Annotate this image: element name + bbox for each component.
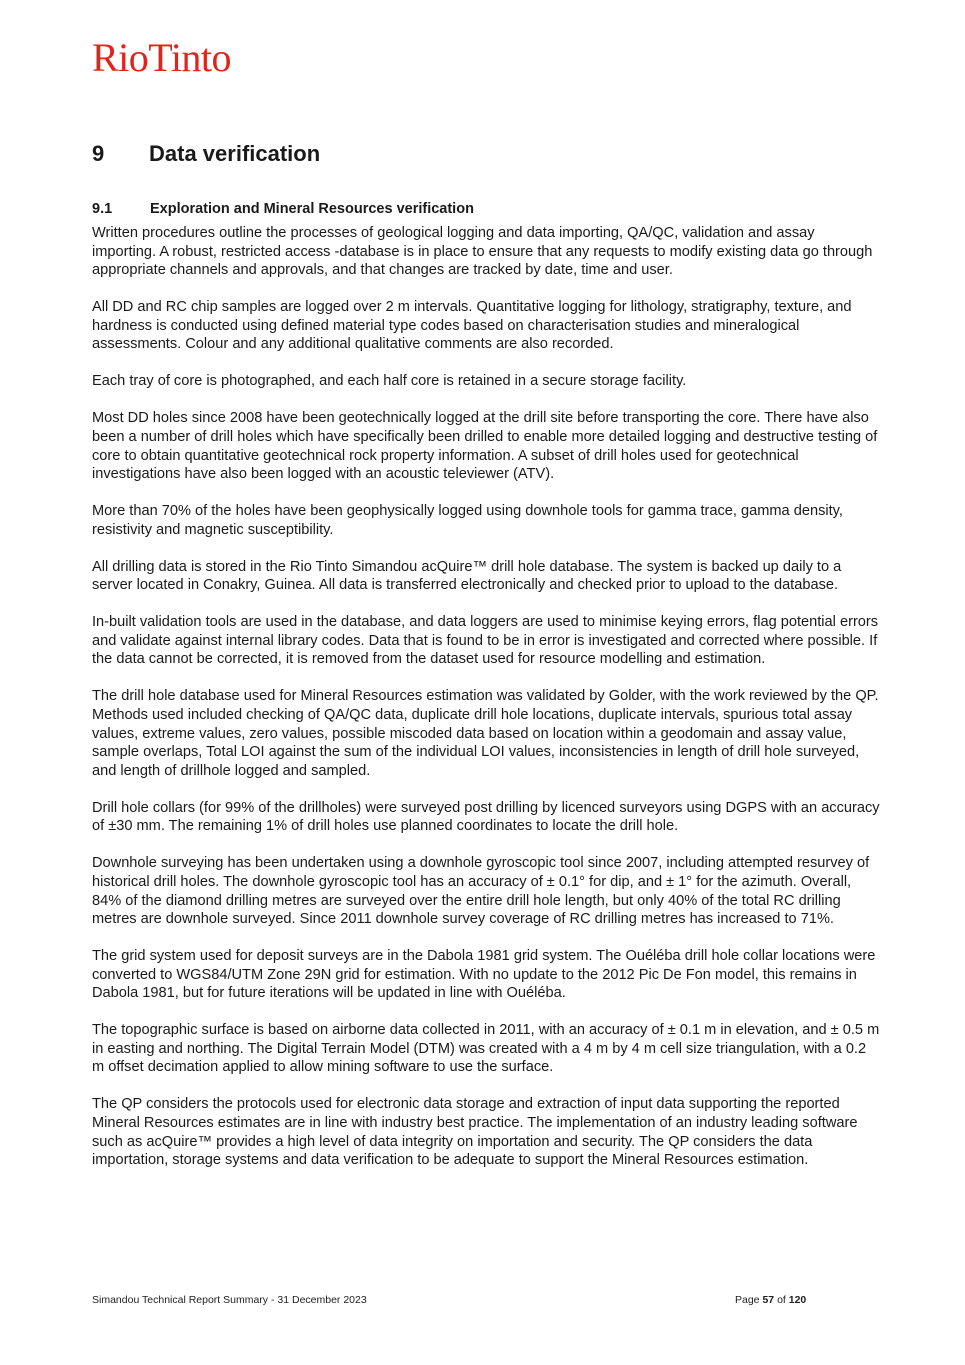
paragraph: Each tray of core is photographed, and each half core is retained in a secure storage facility. (92, 373, 687, 390)
chapter-number: 9 (92, 141, 105, 166)
paragraph: All DD and RC chip samples are logged over 2 m intervals. Quantitative logging for lithology, stratigraphy, texture, and hardness is conducted using defined material type codes based on characterisation studies and mineralogical assessments. Colour and any additional qualitative comments are also recorded. (92, 299, 852, 353)
section-number: 9.1 (92, 201, 113, 217)
of-label: of (777, 1294, 786, 1306)
paragraph: In-built validation tools are used in the database, and data loggers are used to minimise keying errors, flag potential errors and validate against internal library codes. Data that is found to be in error is investigated and corrected where possible. If the data cannot be corrected, it is removed from the dataset used for resource modelling and estimation. (92, 614, 879, 668)
chapter-heading (92, 141, 320, 167)
paragraph: The grid system used for deposit surveys are in the Dabola 1981 grid system. The Ouéléba drill hole collar locations were converted to WGS84/UTM Zone 29N grid for estimation. With no update to the 2012 Pic De Fon model, this remains in Dabola 1981, but for future iterations will be updated in line with Ouéléba. (92, 948, 876, 1002)
paragraph: More than 70% of the holes have been geophysically logged using downhole tools for gamma trace, gamma density, resistivity and magnetic susceptibility. (92, 503, 843, 538)
paragraph: The QP considers the protocols used for electronic data storage and extraction of input data supporting the reported Mineral Resources estimates are in line with industry best practice. The implementation of an industry leading software such as acQuire™ provides a high level of data integrity on importation and security. The QP considers the data importation, storage systems and data verification to be adequate to support the Mineral Resources estimation. (92, 1096, 858, 1169)
paragraph: The drill hole database used for Mineral Resources estimation was validated by Golder, with the work reviewed by the QP. Methods used included checking of QA/QC data, duplicate drill hole locations, duplicate intervals, spurious total assay values, extreme values, zero values, possible miscoded data based on location within a geodomain and assay value, sample overlaps, Total LOI against the sum of the individual LOI values, inconsistencies in length of drill hole surveyed, and length of drillhole logged and sampled. (92, 688, 879, 779)
footer-document-title: Simandou Technical Report Summary - 31 December 2023 (92, 1294, 367, 1306)
current-page: 57 (762, 1294, 775, 1306)
total-pages: 120 (788, 1294, 807, 1306)
rio-tinto-logo: RioTinto (92, 35, 232, 80)
page-label: Page (735, 1294, 760, 1306)
footer-page-number (735, 1294, 806, 1306)
paragraph: Most DD holes since 2008 have been geotechnically logged at the drill site before transporting the core. There have also been a number of drill holes which have specifically been drilled to enable more detailed logging and destructive testing of core to obtain quantitative geotechnical rock property information. A subset of drill holes used for geotechnical investigations have also been logged with an acoustic televiewer (ATV). (92, 410, 878, 483)
paragraph: Drill hole collars (for 99% of the drillholes) were surveyed post drilling by licenced surveyors using DGPS with an accuracy of ±30 mm. The remaining 1% of drill holes use planned coordinates to locate the drill hole. (92, 799, 880, 835)
paragraph: Downhole surveying has been undertaken using a downhole gyroscopic tool since 2007, including attempted resurvey of historical drill holes. The downhole gyroscopic tool has an accuracy of ± 0.1° for dip, and ± 1° for the azimuth. Overall, 84% of the diamond drilling metres are surveyed over the entire drill hole length, but only 40% of the total RC drilling metres are downhole surveyed. Since 2011 downhole survey coverage of RC drilling metres has increased to 71%. (92, 855, 870, 928)
section-title: Exploration and Mineral Resources verification (150, 201, 474, 217)
body-text (92, 224, 882, 1188)
paragraph: The topographic surface is based on airborne data collected in 2011, with an accuracy of ± 0.1 m in elevation, and ± 0.5 m in easting and northing. The Digital Terrain Model (DTM) was created with a 4 m by 4 m cell size triangulation, with a 0.2 m offset decimation applied to allow mining software to use the surface. (92, 1022, 880, 1076)
section-heading (92, 201, 474, 217)
chapter-title: Data verification (149, 141, 321, 166)
paragraph: All drilling data is stored in the Rio Tinto Simandou acQuire™ drill hole database. The system is backed up daily to a server located in Conakry, Guinea. All data is transferred electronically and checked prior to upload to the database. (92, 558, 842, 594)
paragraph: Written procedures outline the processes of geological logging and data importing, QA/QC, validation and assay importing. A robust, restricted access -database is in place to ensure that any requests to modify existing data go through appropriate channels and approvals, and that changes are tracked by date, time and user. (92, 225, 873, 279)
